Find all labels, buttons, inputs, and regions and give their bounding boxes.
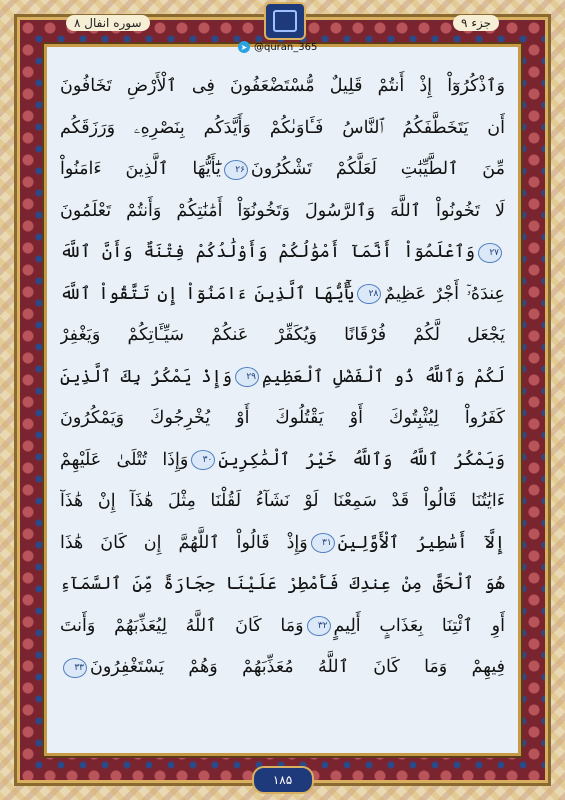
handle-text: @quran_365 bbox=[254, 41, 318, 53]
verse-line bbox=[60, 66, 505, 108]
verse-text-continuation: وَمَا كَانَ ٱللَّهُ لِيُعَذِّبَهُمْ وَأَنتَ bbox=[60, 615, 304, 636]
ayah-number-marker: ۳۱ bbox=[311, 533, 335, 553]
verse-text: لَكُمْ وَٱللَّهُ ذُو ٱلْفَضْلِ ٱلْعَظِيمِ bbox=[262, 366, 505, 387]
channel-handle bbox=[238, 40, 317, 54]
verse-line bbox=[60, 274, 505, 316]
ayah-number-marker: ۲۹ bbox=[235, 367, 259, 387]
verse-text: أَوِ ٱئْتِنَا بِعَذَابٍ أَلِيمٍ bbox=[333, 615, 505, 636]
ayah-number-marker: ۲۸ bbox=[357, 284, 381, 304]
verse-line bbox=[60, 232, 505, 274]
verse-line bbox=[60, 191, 505, 233]
surah-label: سوره انفال ۸ bbox=[66, 15, 150, 31]
verse-text: يَجْعَل لَّكُمْ فُرْقَانًا وَيُكَفِّرْ عَنكُمْ سَيِّـَٔاتِكُمْ وَيَغْفِرْ bbox=[60, 325, 505, 345]
verse-line bbox=[60, 357, 505, 399]
verse-text: أَن يَتَخَطَّفَكُمُ ٱلنَّاسُ فَـَٔاوَىٰكُمْ وَأَيَّدَكُم بِنَصْرِهِۦ وَرَزَقَكُم bbox=[60, 117, 505, 138]
ayah-number-marker: ۳۲ bbox=[307, 616, 331, 636]
ayah-number-marker: ۳۰ bbox=[191, 450, 215, 470]
verse-line bbox=[60, 647, 505, 689]
verse-line bbox=[60, 564, 505, 606]
verse-line bbox=[60, 481, 505, 523]
verse-text-continuation: وَإِذْ قَالُواْ ٱللَّهُمَّ إِن كَانَ هَٰذَا bbox=[60, 532, 308, 553]
verse-line bbox=[60, 149, 505, 191]
ayah-number-marker: ۲۶ bbox=[224, 160, 248, 180]
verse-text-continuation: وَٱعْلَمُوٓاْ أَنَّمَآ أَمْوَٰلُكُمْ وَأَوْلَٰدُكُمْ فِتْنَةٌ وَأَنَّ ٱللَّهَ bbox=[60, 242, 475, 262]
verse-text: عِندَهُۥٓ أَجْرٌ عَظِيمٌ bbox=[384, 283, 505, 304]
verse-text: وَيَمْكُرُ ٱللَّهُ وَٱللَّهُ خَيْرُ ٱلْمَٰكِرِينَ bbox=[218, 449, 505, 470]
quran-logo-icon bbox=[264, 2, 306, 40]
verse-line bbox=[60, 108, 505, 150]
verse-text: ءَايَٰتُنَا قَالُواْ قَدْ سَمِعْنَا لَوْ نَشَآءُ لَقُلْنَا مِثْلَ هَٰذَآ إِنْ هَٰذَآ bbox=[60, 491, 505, 511]
verse-text-block bbox=[60, 66, 505, 689]
verse-line bbox=[60, 523, 505, 565]
verse-text: وَٱذْكُرُوٓاْ إِذْ أَنتُمْ قَلِيلٌ مُّسْتَضْعَفُونَ فِى ٱلْأَرْضِ تَخَافُونَ bbox=[60, 76, 505, 96]
ayah-number-marker: ۲۷ bbox=[478, 243, 502, 263]
verse-text-continuation: وَإِذَا تُتْلَىٰ عَلَيْهِمْ bbox=[60, 449, 189, 470]
verse-line bbox=[60, 398, 505, 440]
verse-text: هُوَ ٱلْحَقَّ مِنْ عِندِكَ فَأَمْطِرْ عَلَيْنَا حِجَارَةً مِّنَ ٱلسَّمَآءِ bbox=[60, 574, 505, 594]
ayah-number-marker: ۳۳ bbox=[63, 658, 87, 678]
verse-line bbox=[60, 440, 505, 482]
page-number-wrap bbox=[0, 766, 565, 794]
verse-text: لَا تَخُونُواْ ٱللَّهَ وَٱلرَّسُولَ وَتَخُونُوٓاْ أَمَٰنَٰتِكُمْ وَأَنتُمْ تَعْلَمُونَ bbox=[60, 200, 505, 221]
logo-emblem bbox=[273, 10, 297, 32]
verse-text-continuation: يَٰٓأَيُّهَا ٱلَّذِينَ ءَامَنُوٓاْ إِن تَتَّقُواْ ٱللَّهَ bbox=[60, 283, 355, 304]
page-number: ۱۸۵ bbox=[252, 766, 314, 794]
verse-text: مِّنَ ٱلطَّيِّبَٰتِ لَعَلَّكُمْ تَشْكُرُونَ bbox=[250, 159, 505, 179]
verse-line bbox=[60, 315, 505, 357]
verse-text: فِيهِمْ وَمَا كَانَ ٱللَّهُ مُعَذِّبَهُمْ وَهُمْ يَسْتَغْفِرُونَ bbox=[90, 657, 505, 677]
juz-label: جزء ۹ bbox=[453, 15, 499, 31]
verse-text: كَفَرُواْ لِيُثْبِتُوكَ أَوْ يَقْتُلُوكَ أَوْ يُخْرِجُوكَ وَيَمْكُرُونَ bbox=[60, 408, 505, 428]
verse-text: إِلَّآ أَسَٰطِيرُ ٱلْأَوَّلِينَ bbox=[337, 532, 505, 553]
verse-line bbox=[60, 606, 505, 648]
verse-text-continuation: وَإِذْ يَمْكُرُ بِكَ ٱلَّذِينَ bbox=[60, 366, 232, 387]
telegram-icon: ➤ bbox=[238, 41, 250, 53]
verse-text-continuation: يَٰٓأَيُّهَا ٱلَّذِينَ ءَامَنُواْ bbox=[60, 159, 221, 179]
